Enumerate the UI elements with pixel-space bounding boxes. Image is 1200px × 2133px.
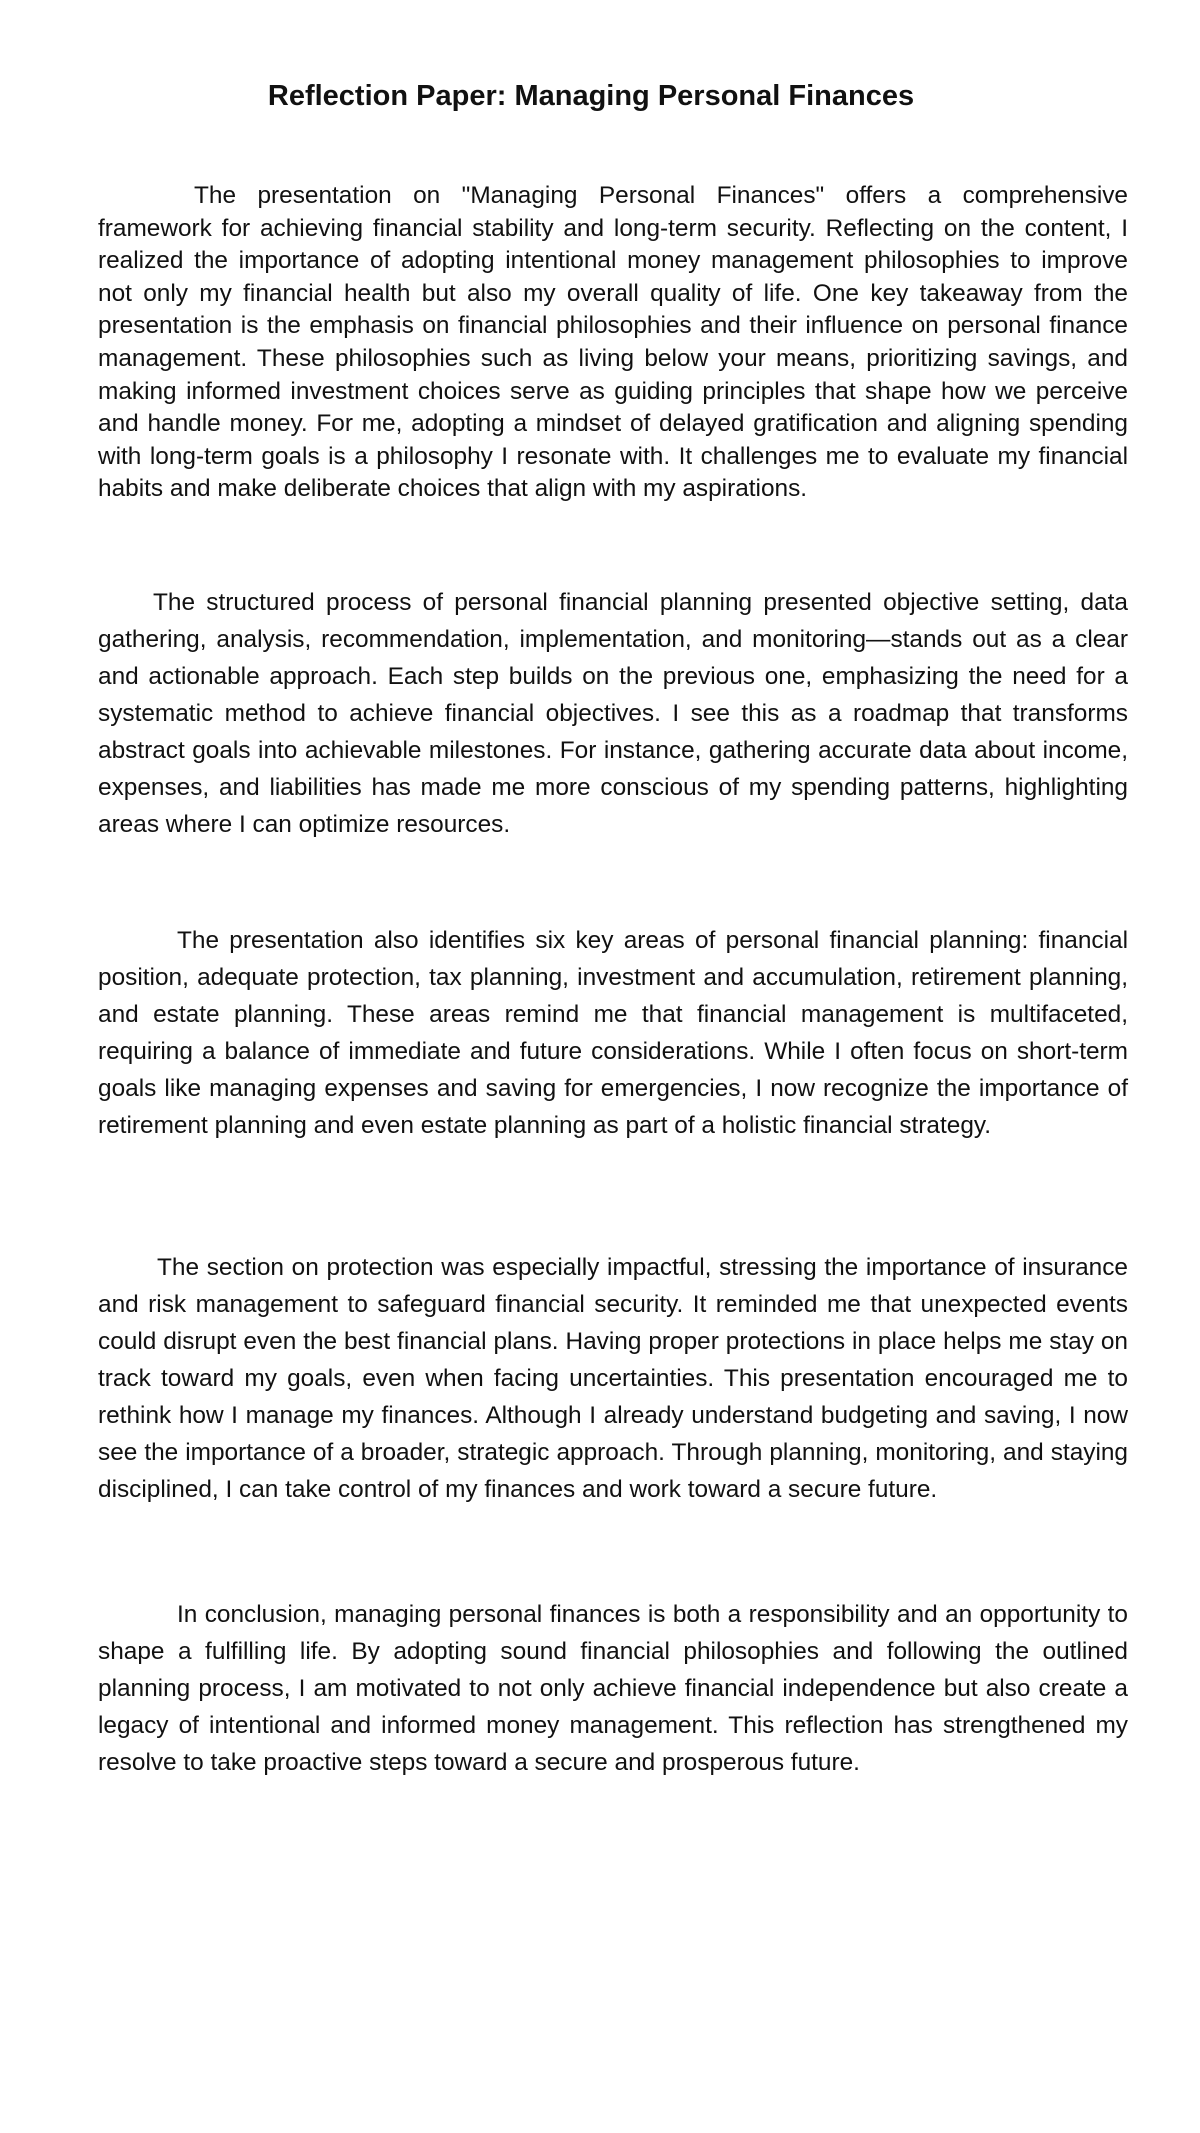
paragraph-protection: The section on protection was especially impactful, stressing the importance of insurance and risk management to safeguard financial security. It reminded me that unexpected events could disrupt even the best financial plans. Having proper protections in place helps me stay on track toward my goals, even when facing uncertainties. This presentation encouraged me to rethink how I manage my finances. Although I already understand budgeting and saving, I now see the importance of a broader, strategic approach. Through planning, monitoring, and staying disciplined, I can take control of my finances and work toward a secure future. (98, 1254, 1128, 1503)
paragraph-intro: The presentation on "Managing Personal Finances" offers a comprehensive framework for achieving financial stability and long-term security. Reflecting on the content, I realized the importance of adopting intentional money management philosophies to improve not only my financial health but also my overall quality of life. One key takeaway from the presentation is the emphasis on financial philosophies and their influence on personal finance management. These philosophies such as living below your means, prioritizing savings, and making informed investment choices serve as guiding principles that shape how we perceive and handle money. For me, adopting a mindset of delayed gratification and aligning spending with long-term goals is a philosophy I resonate with. It challenges me to evaluate my financial habits and make deliberate choices that align with my aspirations. (98, 182, 1128, 503)
paragraph-conclusion: In conclusion, managing personal finances is both a responsibility and an opportunity to shape a fulfilling life. By adopting sound financial philosophies and following the outlined planning process, I am motivated to not only achieve financial independence but also create a legacy of intentional and informed money management. This reflection has strengthened my resolve to take proactive steps toward a secure and prosperous future. (98, 1601, 1128, 1776)
paragraph-planning-process: The structured process of personal financial planning presented objective setting, data gathering, analysis, recommendation, implementation, and monitoring—stands out as a clear and actionable approach. Each step builds on the previous one, emphasizing the need for a systematic method to achieve financial objectives. I see this as a roadmap that transforms abstract goals into achievable milestones. For instance, gathering accurate data about income, expenses, and liabilities has made me more conscious of my spending patterns, highlighting areas where I can optimize resources. (98, 589, 1128, 838)
document-title: Reflection Paper: Managing Personal Finances (267, 80, 915, 112)
paragraph-key-areas: The presentation also identifies six key areas of personal financial planning: financial position, adequate protection, tax planning, investment and accumulation, retirement planning, and estate planning. These areas remind me that financial management is multifaceted, requiring a balance of immediate and future considerations. While I often focus on short-term goals like managing expenses and saving for emergencies, I now recognize the importance of retirement planning and even estate planning as part of a holistic financial strategy. (98, 927, 1128, 1139)
